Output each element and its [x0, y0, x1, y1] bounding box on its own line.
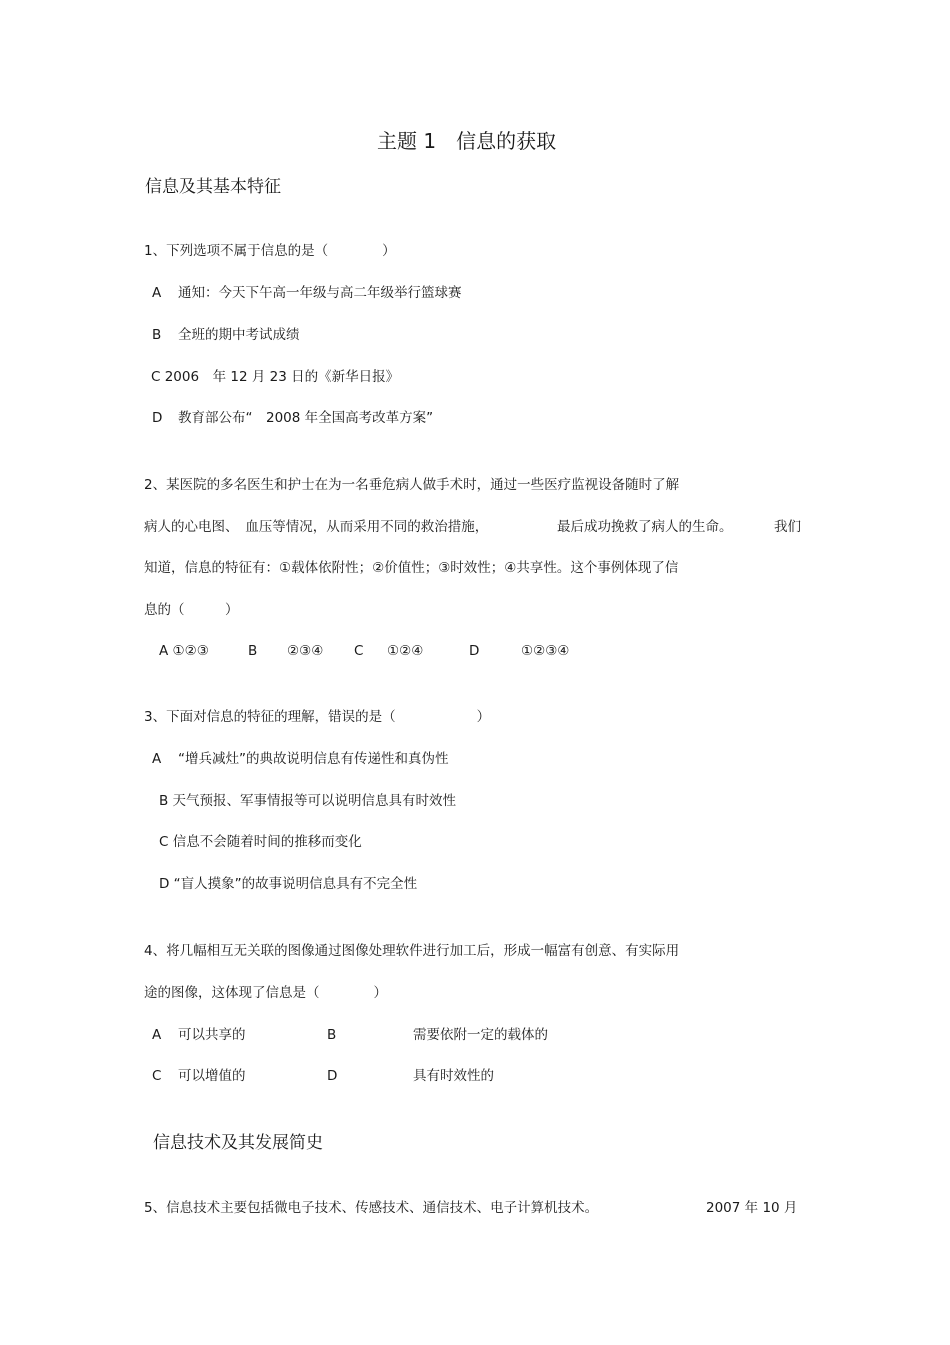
q4-option-c-letter: C [152, 1068, 162, 1084]
q4-option-d-letter: D [327, 1068, 338, 1084]
q4-option-a-letter: A [152, 1027, 162, 1043]
q2-option-b: ②③④ [287, 643, 324, 659]
page-title: 主题 1 信息的获取 [377, 129, 557, 153]
q1-option-a-letter: A [152, 285, 162, 301]
q2-line-2a: 病人的心电图、 血压等情况，从而采用不同的救治措施， [144, 519, 489, 535]
q5-date: 2007 年 10 月 [706, 1200, 798, 1216]
q4-option-a: 可以共享的 [178, 1027, 246, 1043]
q3-option-c: C 信息不会随着时间的推移而变化 [159, 834, 362, 850]
q2-option-c: ①②④ [387, 643, 424, 659]
q3-option-a: “增兵减灶”的典故说明信息有传递性和真伪性 [178, 751, 449, 767]
section-heading-1: 信息及其基本特征 [145, 177, 281, 197]
q1-stem: 1、下列选项不属于信息的是（ ） [144, 243, 396, 259]
q2-line-3: 知道，信息的特征有：①载体依附性；②价值性；③时效性；④共享性。这个事例体现了信 [144, 560, 679, 576]
q1-option-a: 通知：今天下午高一年级与高二年级举行篮球赛 [178, 285, 462, 301]
q5-line-1: 5、信息技术主要包括微电子技术、传感技术、通信技术、电子计算机技术。 [144, 1200, 599, 1216]
q2-line-1: 2、某医院的多名医生和护士在为一名垂危病人做手术时，通过一些医疗监视设备随时了解 [144, 477, 680, 493]
q1-option-d: 教育部公布“ 2008 年全国高考改革方案” [178, 410, 434, 426]
q2-option-a: A ①②③ [159, 643, 209, 659]
q2-line-4: 息的（ ） [144, 602, 239, 618]
section-heading-2: 信息技术及其发展简史 [153, 1133, 323, 1153]
q4-option-d: 具有时效性的 [413, 1068, 494, 1084]
q3-option-d: D “盲人摸象”的故事说明信息具有不完全性 [159, 876, 418, 892]
q1-option-b: 全班的期中考试成绩 [178, 327, 300, 343]
q2-option-d-letter: D [469, 643, 480, 659]
q3-option-b: B 天气预报、军事情报等可以说明信息具有时效性 [159, 793, 457, 809]
q2-line-2c: 我们 [774, 519, 801, 535]
q1-option-d-letter: D [152, 410, 163, 426]
q4-option-b-letter: B [327, 1027, 337, 1043]
q1-option-c: C 2006 年 12 月 23 日的《新华日报》 [151, 369, 400, 385]
q2-option-b-letter: B [248, 643, 258, 659]
q3-option-a-letter: A [152, 751, 162, 767]
q2-option-c-letter: C [354, 643, 364, 659]
q3-stem: 3、下面对信息的特征的理解，错误的是（ ） [144, 709, 491, 725]
q4-option-c: 可以增值的 [178, 1068, 246, 1084]
q2-option-d: ①②③④ [521, 643, 570, 659]
q4-line-2: 途的图像，这体现了信息是（ ） [144, 985, 387, 1001]
q4-line-1: 4、将几幅相互无关联的图像通过图像处理软件进行加工后，形成一幅富有创意、有实际用 [144, 943, 680, 959]
q1-option-b-letter: B [152, 327, 162, 343]
q2-line-2b: 最后成功挽救了病人的生命。 [557, 519, 733, 535]
q4-option-b: 需要依附一定的载体的 [413, 1027, 548, 1043]
